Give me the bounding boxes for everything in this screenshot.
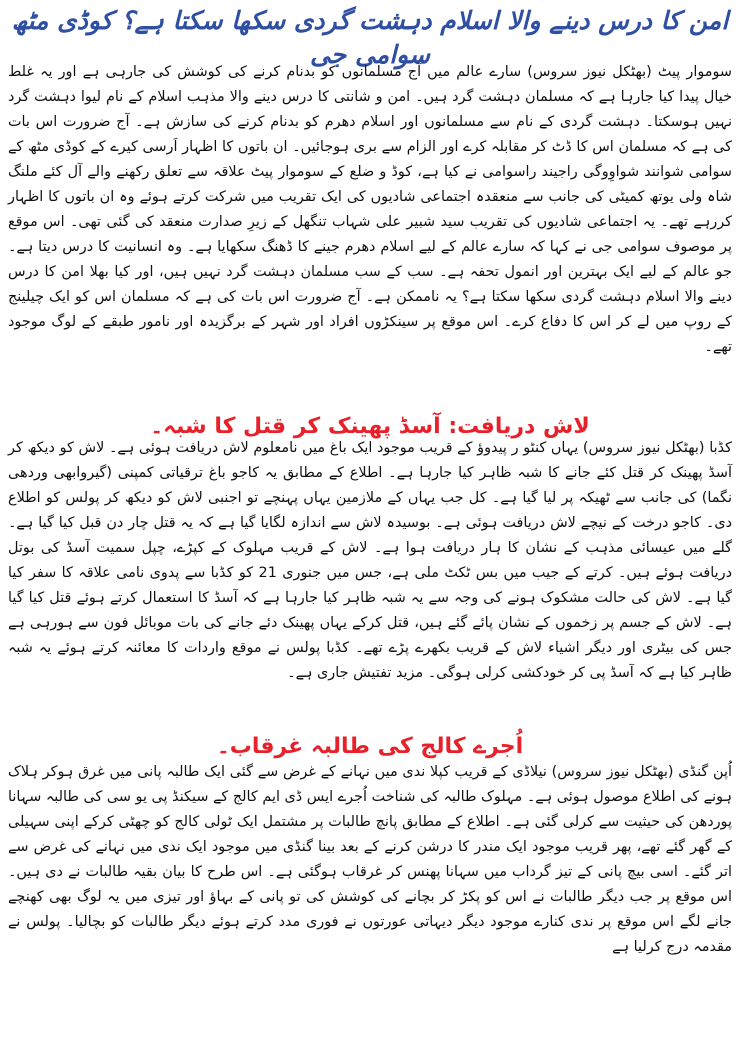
article3-body: اُپن گنڈی (بھٹکل نیوز سروس) نیلاڈی کے قریب کپلا ندی میں نہانے کے غرض سے گئی ایک طالبہ پانی میں غرق ہوکر ہلاک ہونے کی اطلاع موصول ہوئی ہے۔ مہلوک طالبہ کی شناخت اُجرے ایس ڈی ایم کالج کے سیکنڈ پی یو سی کی طالبہ سہانا پوردھن کی حیثیت سے کرلی گئی ہے۔ اطلاع کے مطابق پانچ طالبات پر مشتمل ایک ٹولی کالج کو چھٹی کرکے اپنی سہیلی کے گھر گئے تھے، پھر قریب موجود ایک مندر کا درشن کرنے کے بعد بینا گنڈی میں موجود ایک ندی میں نہانے کی غرض سے اتر گئے۔ اسی بیچ پانی کے تیز گرداب میں سہانا پھنس کر غرقاب ہوگئی ہے۔ اس طرح کا بیان بقیہ طالبات نے دی ہیں۔ اس موقع پر جب دیگر طالبات نے اس کو پکڑ کر بچانے کی کوشش کی تو پانی کے بہاؤ اور تیزی میں یہ لوگ بھی کھنچے جانے لگے اس موقع پر ندی کنارے موجود دیگر دیہاتی عورتوں نے فوری مدد کرتے ہوئے دیگر طالبات کو بچالیا۔ پولس نے مقدمہ درج کرلیا ہے (8, 764, 732, 955)
article2-headline: لاش دریافت: آسڈ پھینک کر قتل کا شبہ۔ (150, 414, 590, 439)
article2-body: کڈبا (بھٹکل نیوز سروس) یہاں کنٹو ر پیدوؤ کے قریب موجود ایک باغ میں نامعلوم لاش دریافت ہوئی ہے۔ لاش کو دیکھ کر آسڈ پھینک کر قتل کئے جانے کا شبہ ظاہر کیا جارہا ہے۔ اطلاع کے مطابق یہ کاجو باغ ترقیاتی کمپنی (گیروابھی وردھی نگما) کی جانب سے ٹھیکہ پر لیا گیا ہے۔ کل جب یہاں کے ملازمین یہاں پہنچے تو اجنبی لاش کو دیکھ کر پولس کو اطلاع دی۔ کاجو درخت کے نیچے لاش دریافت ہوئی ہے۔ بوسیدہ لاش سے اندازہ لگایا گیا ہے کہ یہ قتل چار دن قبل کیا گیا ہے۔ گلے میں عیسائی مذہب کے نشان کا ہار دریافت ہوا ہے۔ لاش کے قریب مہلوک کے کپڑے، چپل سمیت آسڈ کی بوتل دریافت ہوئے ہیں۔ کرتے کے جیب میں بس ٹکٹ ملی ہے، جس میں جنوری 21 کو کڈبا سے پدوی نامی علاقہ کا سفر کیا گیا ہے۔ لاش کی حالت مشکوک ہونے کی وجہ سے یہ شبہ ظاہر کیا جارہا ہے کہ آسڈ کا استعمال کرتے ہوئے قتل کیا گیا ہے۔ لاش کے جسم پر زخموں کے نشان پائے گئے ہیں، قتل کرکے یہاں پھینک دئے جانے کی بات موبائل فون سے ہورہی ہے جس کی بیٹری اور دیگر اشیاء لاش کے قریب بکھرے پڑے تھے۔ کڈبا پولس نے موقع واردات کا معائنہ کرتے ہوئے یہ شبہ ظاہر کیا ہے کہ آسڈ پی کر خودکشی کرلی ہوگی۔ مزید تفتیش جاری ہے۔ (8, 440, 732, 681)
article3-headline: اُجرے کالج کی طالبہ غرقاب۔ (216, 734, 524, 759)
article1-body: سوموار پیٹ (بھٹکل نیوز سروس) سارے عالم میں آج مسلمانوں کو بدنام کرنے کی کوشش کی جارہی ہے اور یہ غلط خیال پیدا کیا جارہا ہے کہ مسلمان دہشت گرد ہیں۔ امن و شانتی کا درس دینے والا مذہب اسلام کے نام لیوا دہشت گرد نہیں ہوسکتا۔ دہشت گردی کے نام سے مسلمانوں اور اسلام دھرم کو بدنام کرنے کی سازش ہے۔ آج ضرورت اس بات کی ہے کہ مسلمان اس کا ڈٹ کر مقابلہ کرے اور الزام سے بری ہوجائیں۔ ان باتوں کا اظہار اَرسی کیرے کے کوڈی مٹھ کے سوامی شوانند شواوِوگی راجیند راسوامی نے کیا ہے، کوڈ و ضلع کے سوموار پیٹ علاقہ سے تعلق رکھنے والے آل کئے ملنگ شاہ ولی یوتھ کمیٹی کی جانب سے منعقدہ اجتماعی شادیوں کی ایک تقریب میں شرکت کرتے ہوئے وہ ان باتوں کا اظہار کررہے تھے۔ یہ اجتماعی شادیوں کی تقریب سید شبیر علی شہاب تنگھل کے زیرِ صدارت منعقد کی گئی تھی۔ اس موقع پر موصوف سوامی جی نے کہا کہ سارے عالم کے لیے اسلام دھرم جینے کا ڈھنگ سکھایا ہے۔ وہ انسانیت کا درس دیتا ہے۔ جو عالم کے لیے ایک بہترین اور انمول تحفہ ہے۔ سب کے سب مسلمان دہشت گرد نہیں ہیں، اور کیا بھلا امن کا درس دینے والا اسلام دہشت گردی سکھا سکتا ہے؟ یہ ناممکن ہے۔ آج ضرورت اس بات کی ہے کہ مسلمان اس کو ایک چیلینج کے روپ میں لے کر اس کا دفاع کرے۔ اس موقع پر سینکڑوں افراد اور شہر کے برگزیدہ اور نامور طبقے کے لوگ موجود تھے۔ (8, 64, 732, 355)
newspaper-page (8, 0, 732, 1040)
article1-headline: امن کا درس دینے والا اسلام دہشت گردی سکھا سکتا ہے؟ کوڈی مٹھ سوامی جی (11, 6, 729, 69)
